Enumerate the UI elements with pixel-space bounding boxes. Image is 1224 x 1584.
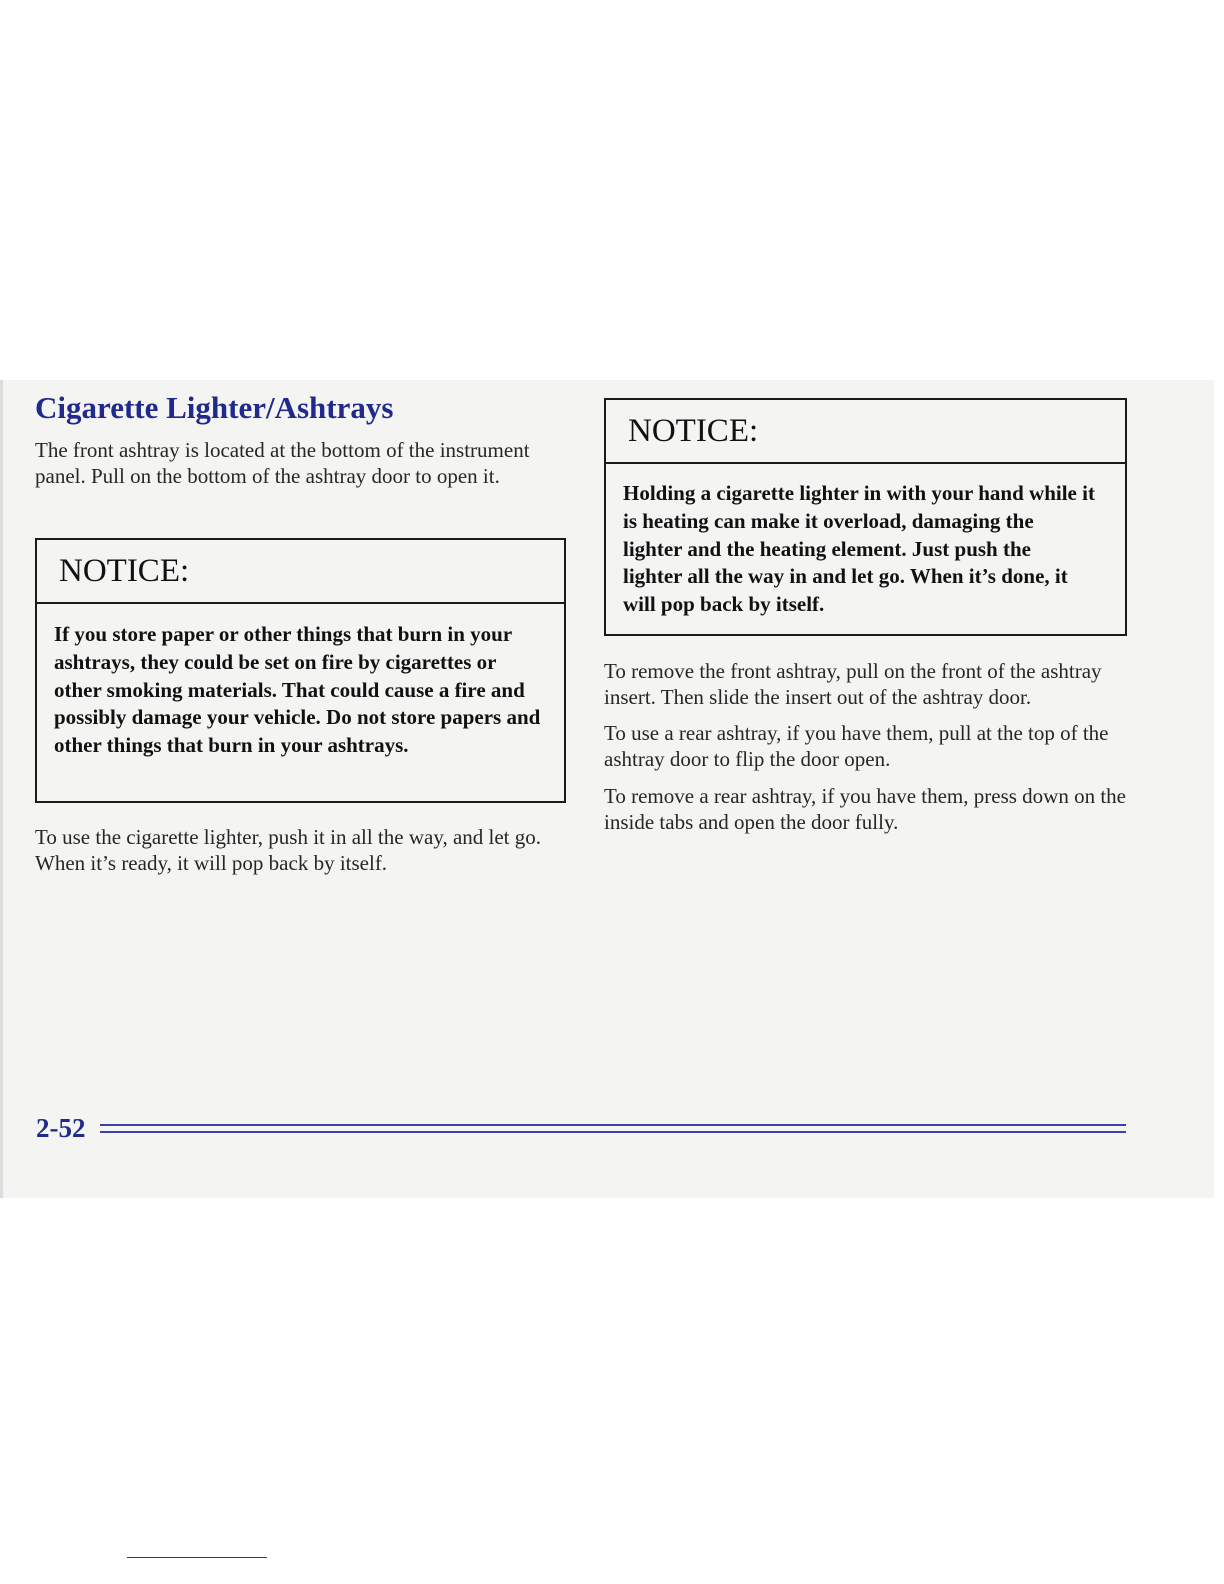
- lighter-paragraph: To use the cigarette lighter, push it in all the way, and let go. When it’s ready, it will pop back by itself.: [35, 825, 542, 875]
- notice-box-left: [35, 538, 566, 803]
- notice-box-right: [604, 398, 1127, 636]
- page-number: 2-52: [36, 1113, 86, 1143]
- use-rear-ashtray-paragraph: To use a rear ashtray, if you have them, pull at the top of the ashtray door to flip the door open.: [604, 721, 1109, 771]
- intro-paragraph: The front ashtray is located at the bottom of the instrument panel. Pull on the bottom of the ashtray door to open it.: [35, 438, 530, 488]
- bottom-divider-line: [127, 1557, 267, 1558]
- notice-body-right: Holding a cigarette lighter in with your hand while it is heating can make it overload, damaging the lighter and the heating element. Just push the lighter all the way in and let go. When it’s done, it will pop back by itself.: [623, 481, 1095, 617]
- notice-heading-right: NOTICE:: [606, 400, 1125, 464]
- page-left-edge: [0, 380, 3, 1198]
- notice-heading-left: NOTICE:: [37, 540, 564, 604]
- notice-body-left: If you store paper or other things that burn in your ashtrays, they could be set on fire by cigarettes or other smoking materials. That could cause a fire and possibly damage your vehicle. Do not store papers and other things that burn in your ashtrays.: [54, 622, 541, 758]
- footer-rule: [100, 1124, 1126, 1133]
- section-title: Cigarette Lighter/Ashtrays: [35, 390, 394, 425]
- remove-rear-ashtray-paragraph: To remove a rear ashtray, if you have them, press down on the inside tabs and open the door fully.: [604, 784, 1126, 834]
- remove-front-ashtray-paragraph: To remove the front ashtray, pull on the front of the ashtray insert. Then slide the insert out of the ashtray door.: [604, 659, 1102, 709]
